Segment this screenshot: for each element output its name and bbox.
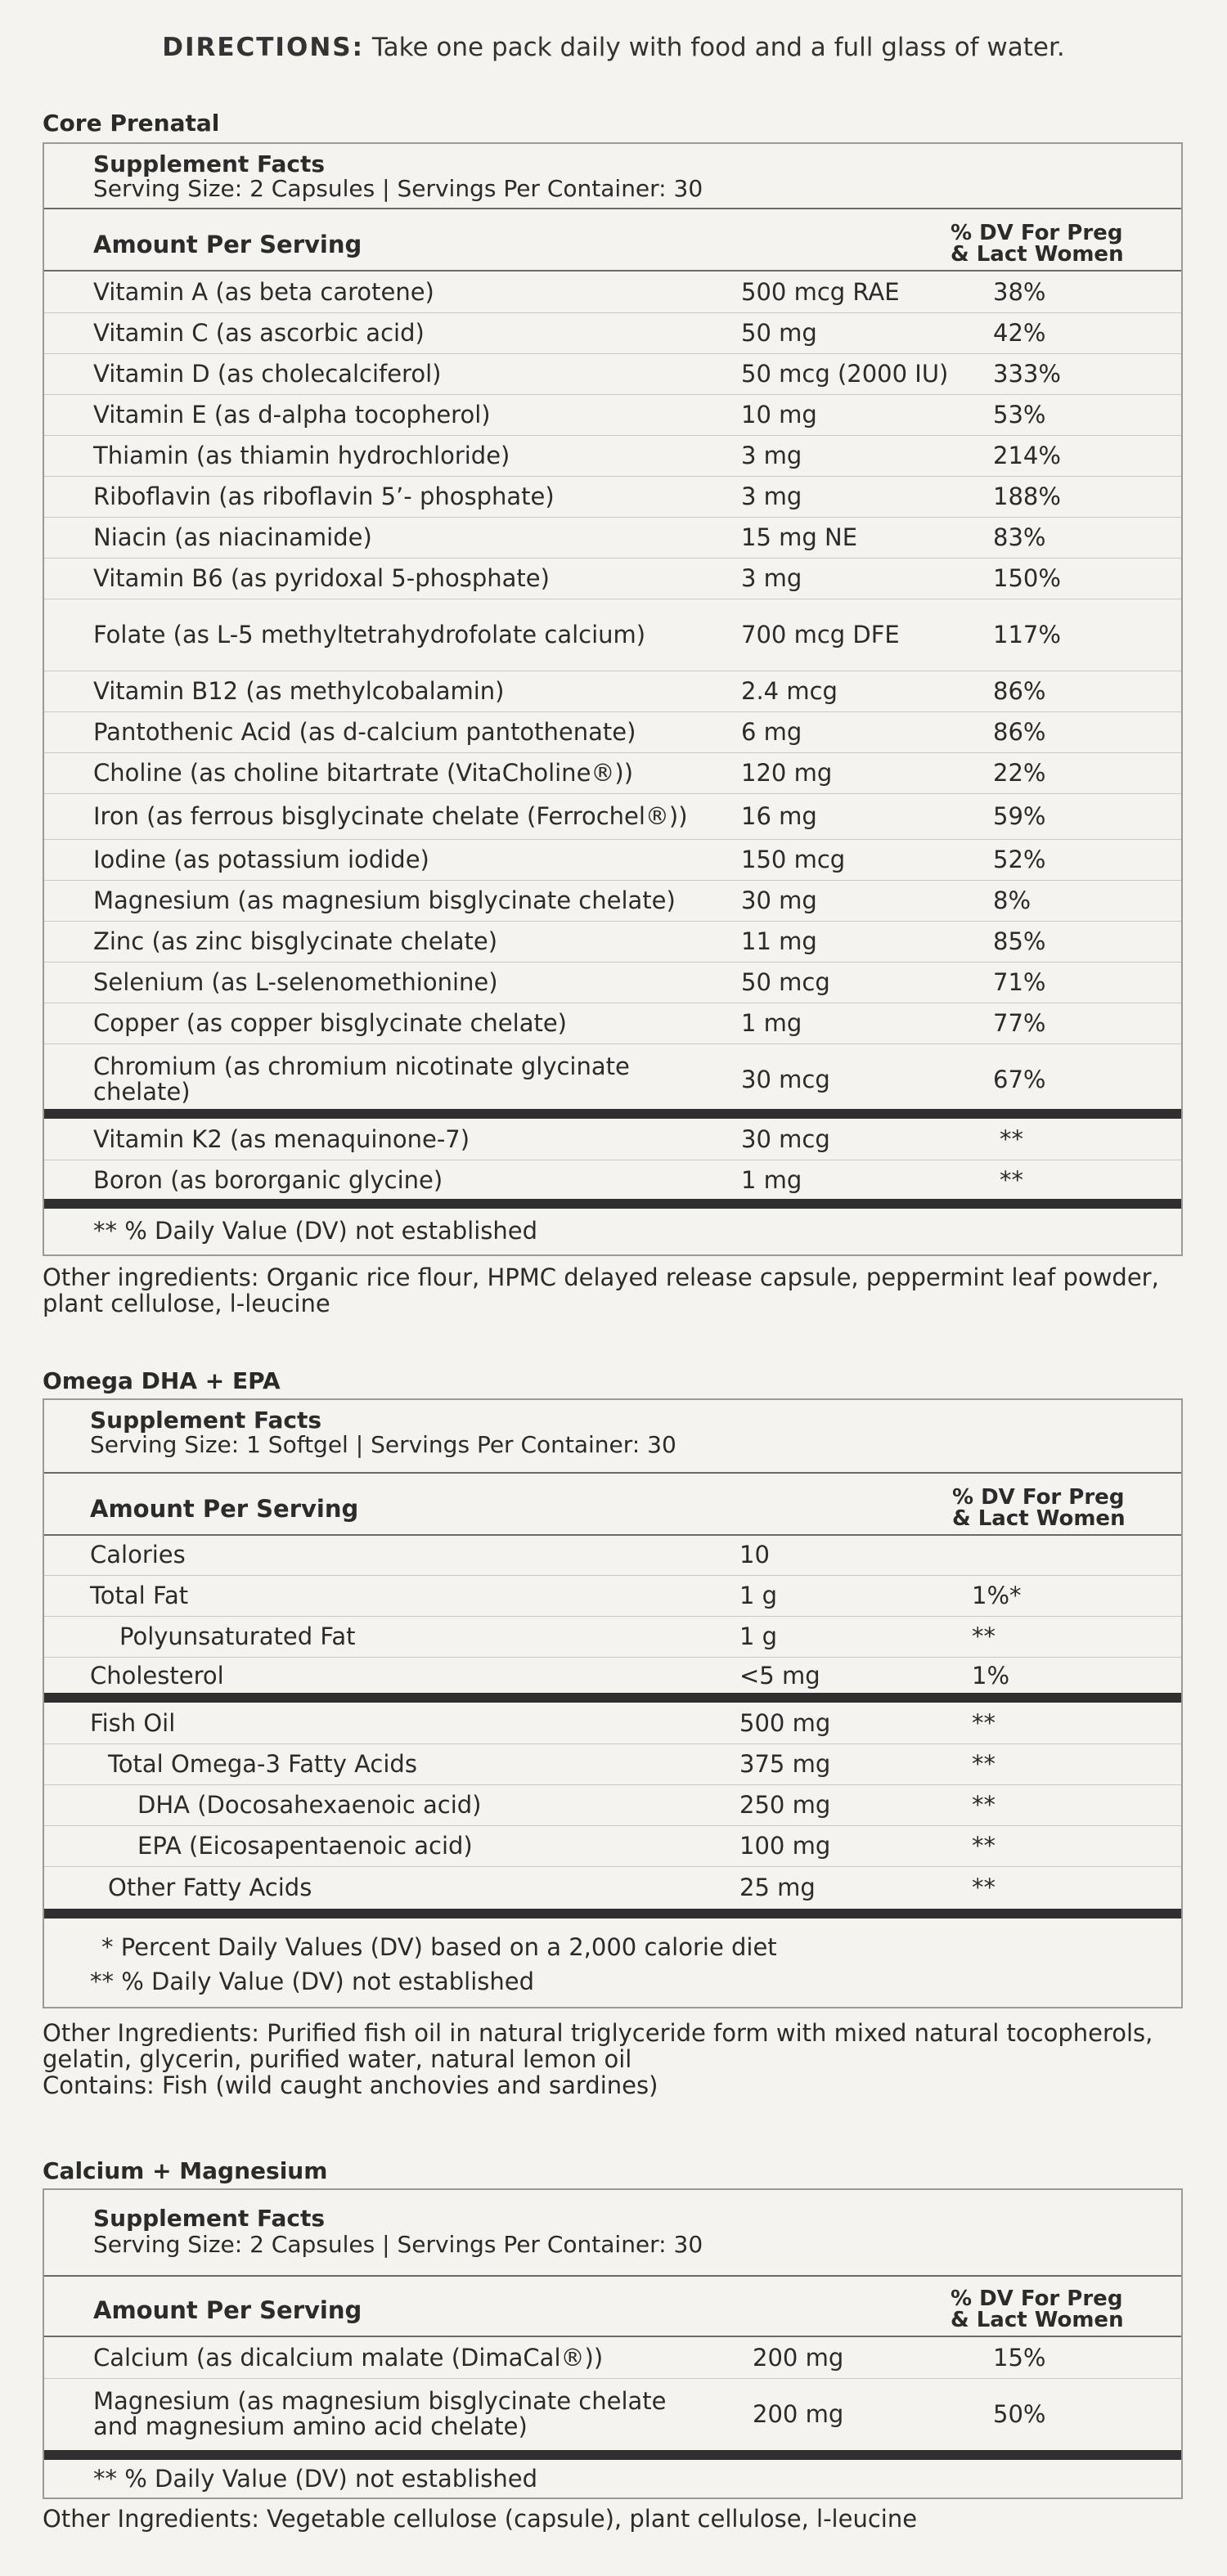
table-row	[44, 476, 1181, 518]
table-row	[44, 1003, 1181, 1044]
nutrient-dv: 150%	[993, 564, 1061, 592]
nutrient-amount: 6 mg	[741, 718, 802, 746]
calmag-facts-panel	[43, 2188, 1183, 2499]
nutrient-amount: 15 mg NE	[741, 523, 858, 551]
nutrient-dv: 59%	[993, 802, 1046, 830]
nutrient-name: Niacin (as niacinamide)	[93, 523, 372, 551]
nutrient-amount: 150 mcg	[741, 846, 846, 873]
nutrient-amount: 200 mg	[753, 2344, 844, 2372]
directions-label: DIRECTIONS:	[162, 33, 364, 62]
allergen-contains: Contains: Fish (wild caught anchovies and sardines)	[43, 2071, 658, 2099]
nutrient-amount: 50 mcg (2000 IU)	[741, 360, 949, 388]
nutrient-dv: 71%	[993, 968, 1046, 996]
nutrient-amount: 10 mg	[741, 401, 817, 429]
omega-facts-panel	[43, 1398, 1183, 2008]
nutrient-name: Folate (as L-5 methyltetrahydrofolate calcium)	[93, 620, 646, 648]
table-row	[44, 839, 1181, 881]
nutrient-dv: 8%	[993, 886, 1031, 914]
nutrient-amount: 500 mcg RAE	[741, 278, 900, 306]
nutrient-amount: 3 mg	[741, 442, 802, 469]
nutrient-dv: 86%	[993, 677, 1046, 705]
nutrient-amount: 3 mg	[741, 482, 802, 510]
section-title-core-prenatal: Core Prenatal	[43, 110, 220, 137]
facts-title: Supplement Facts	[93, 2205, 326, 2232]
nutrient-dv: 67%	[993, 1066, 1046, 1093]
nutrient-dv: 333%	[993, 360, 1061, 388]
nutrient-amount: 375 mg	[739, 1750, 831, 1778]
nutrient-name: EPA (Eicosapentaenoic acid)	[137, 1831, 473, 1860]
thick-divider	[44, 1199, 1181, 1209]
nutrient-name: DHA (Docosahexaenoic acid)	[137, 1790, 482, 1819]
table-row	[44, 272, 1181, 313]
amount-per-serving-header: Amount Per Serving	[93, 231, 362, 258]
table-row	[44, 1703, 1181, 1744]
nutrient-dv: 53%	[993, 401, 1046, 429]
nutrient-amount: 11 mg	[741, 927, 817, 955]
dv-header: % DV For Preg & Lact Women	[951, 221, 1124, 267]
nutrient-dv: 214%	[993, 442, 1061, 469]
table-row	[44, 1119, 1181, 1160]
nutrient-amount: 50 mcg	[741, 968, 830, 996]
section-title-omega: Omega DHA + EPA	[43, 1367, 281, 1394]
nutrient-amount: 2.4 mcg	[741, 677, 838, 705]
table-row	[44, 312, 1181, 354]
nutrient-name: Vitamin A (as beta carotene)	[93, 277, 434, 306]
amount-per-serving-header: Amount Per Serving	[93, 2296, 362, 2324]
table-row	[44, 353, 1181, 395]
table-row	[44, 921, 1181, 963]
nutrient-amount: 16 mg	[741, 802, 817, 830]
nutrient-name: Pantothenic Acid (as d-calcium pantothenate)	[93, 717, 636, 746]
facts-title: Supplement Facts	[90, 1407, 322, 1434]
nutrient-name: Magnesium (as magnesium bisglycinate chelate)	[93, 886, 676, 914]
nutrient-name: Magnesium (as magnesium bisglycinate chelate and magnesium amino acid chelate)	[93, 2387, 667, 2440]
table-row	[44, 517, 1181, 559]
nutrient-name: Iron (as ferrous bisglycinate chelate (Ferrochel®))	[93, 801, 688, 830]
nutrient-name: Copper (as copper bisglycinate chelate)	[93, 1008, 567, 1037]
facts-header	[44, 144, 1181, 209]
serving-info: Serving Size: 2 Capsules | Servings Per Container: 30	[93, 175, 703, 202]
table-row	[44, 1575, 1181, 1617]
nutrient-amount: 1 g	[739, 1622, 778, 1650]
nutrient-dv: 42%	[993, 319, 1046, 347]
table-row	[44, 1744, 1181, 1785]
footnote-calorie: * Percent Daily Values (DV) based on a 2,000 calorie diet	[101, 1933, 777, 1961]
nutrient-name: Other Fatty Acids	[108, 1873, 312, 1901]
nutrient-dv: 117%	[993, 621, 1061, 648]
nutrient-dv: **	[972, 1874, 996, 1901]
other-ingredients: Other ingredients: Organic rice flour, HPMC delayed release capsule, peppermint leaf powder, plant cellulose, l-leucine	[43, 1263, 1159, 1317]
table-row	[44, 1825, 1181, 1867]
nutrient-amount: 500 mg	[739, 1709, 831, 1737]
footnote: ** % Daily Value (DV) not established	[93, 2465, 538, 2493]
table-row	[44, 752, 1181, 794]
table-row	[44, 711, 1181, 753]
nutrient-dv: **	[972, 1750, 996, 1778]
nutrient-name: Boron (as bororganic glycine)	[93, 1165, 443, 1194]
table-row	[44, 1043, 1181, 1115]
nutrient-dv: 22%	[993, 759, 1046, 787]
nutrient-name: Choline (as choline bitartrate (VitaCholine®))	[93, 758, 634, 787]
table-row	[44, 1866, 1181, 1909]
nutrient-dv: 77%	[993, 1009, 1046, 1037]
nutrient-dv: **	[972, 1709, 996, 1737]
nutrient-amount: 200 mg	[753, 2400, 844, 2428]
nutrient-dv: 1%*	[972, 1582, 1022, 1609]
nutrient-amount: 100 mg	[739, 1832, 831, 1860]
nutrient-name: Cholesterol	[90, 1661, 224, 1690]
table-row	[44, 880, 1181, 922]
facts-header	[44, 1400, 1181, 1474]
table-row	[44, 1534, 1181, 1576]
nutrient-name: Vitamin E (as d-alpha tocopherol)	[93, 400, 491, 429]
table-row	[44, 558, 1181, 599]
table-row	[44, 1784, 1181, 1826]
nutrient-amount: 1 mg	[741, 1009, 802, 1037]
dv-header: % DV For Preg & Lact Women	[951, 2287, 1124, 2332]
table-row	[44, 962, 1181, 1003]
table-row	[44, 1657, 1181, 1694]
nutrient-dv: 86%	[993, 718, 1046, 746]
table-row	[44, 671, 1181, 712]
nutrient-amount: 25 mg	[739, 1874, 816, 1901]
nutrient-dv: 188%	[993, 482, 1061, 510]
table-row	[44, 2337, 1181, 2379]
facts-title: Supplement Facts	[93, 150, 326, 177]
nutrient-name: Fish Oil	[90, 1708, 176, 1737]
directions	[0, 33, 1227, 62]
section-title-calcium-magnesium: Calcium + Magnesium	[43, 2157, 328, 2184]
dv-header: % DV For Preg & Lact Women	[952, 1485, 1126, 1531]
nutrient-name: Calcium (as dicalcium malate (DimaCal®))	[93, 2343, 604, 2372]
core-facts-panel	[43, 142, 1183, 1256]
table-row	[44, 435, 1181, 477]
nutrient-name: Vitamin D (as cholecalciferol)	[93, 359, 442, 388]
footnote-dv: ** % Daily Value (DV) not established	[90, 1968, 535, 1995]
nutrient-amount: 1 g	[739, 1582, 778, 1609]
thick-divider	[44, 1109, 1181, 1119]
nutrient-dv: **	[1000, 1125, 1023, 1153]
column-header	[44, 2277, 1181, 2337]
nutrient-dv: 52%	[993, 846, 1046, 873]
nutrient-amount: 1 mg	[741, 1166, 802, 1194]
nutrient-amount: 30 mg	[741, 886, 817, 914]
nutrient-dv: 85%	[993, 927, 1046, 955]
directions-text: Take one pack daily with food and a full glass of water.	[363, 33, 1065, 62]
amount-per-serving-header: Amount Per Serving	[90, 1495, 359, 1523]
table-row	[44, 1616, 1181, 1658]
nutrient-amount: 30 mcg	[741, 1125, 830, 1153]
nutrient-name: Chromium (as chromium nicotinate glycinate chelate)	[93, 1052, 630, 1106]
nutrient-name: Selenium (as L-selenomethionine)	[93, 967, 498, 996]
nutrient-name: Thiamin (as thiamin hydrochloride)	[93, 441, 510, 469]
thick-divider	[44, 1909, 1181, 1919]
nutrient-name: Riboflavin (as riboflavin 5’- phosphate)	[93, 482, 555, 510]
nutrient-dv: 38%	[993, 278, 1046, 306]
nutrient-amount: 700 mcg DFE	[741, 621, 900, 648]
nutrient-amount: 250 mg	[739, 1791, 831, 1819]
table-row	[44, 793, 1181, 840]
column-header	[44, 209, 1181, 272]
column-header	[44, 1474, 1181, 1536]
nutrient-dv: **	[1000, 1166, 1023, 1194]
table-row	[44, 599, 1181, 671]
nutrient-name: Vitamin C (as ascorbic acid)	[93, 318, 425, 347]
nutrient-name: Total Omega-3 Fatty Acids	[108, 1749, 417, 1778]
serving-info: Serving Size: 2 Capsules | Servings Per Container: 30	[93, 2231, 703, 2258]
nutrient-name: Iodine (as potassium iodide)	[93, 845, 429, 873]
nutrient-name: Total Fat	[90, 1581, 189, 1609]
nutrient-amount: 30 mcg	[741, 1066, 830, 1093]
thick-divider	[44, 1693, 1181, 1703]
table-row	[44, 2378, 1181, 2450]
thick-divider	[44, 2450, 1181, 2460]
nutrient-amount: <5 mg	[739, 1662, 820, 1690]
nutrient-dv: 83%	[993, 523, 1046, 551]
other-ingredients: Other Ingredients: Vegetable cellulose (capsule), plant cellulose, l-leucine	[43, 2505, 918, 2533]
nutrient-amount: 50 mg	[741, 319, 817, 347]
nutrient-dv: **	[972, 1791, 996, 1819]
nutrient-dv: 15%	[993, 2344, 1046, 2372]
nutrient-dv: **	[972, 1622, 996, 1650]
nutrient-amount: 120 mg	[741, 759, 833, 787]
facts-header	[44, 2190, 1181, 2277]
nutrient-name: Calories	[90, 1540, 186, 1568]
nutrient-name: Vitamin B12 (as methylcobalamin)	[93, 676, 505, 705]
nutrient-name: Zinc (as zinc bisglycinate chelate)	[93, 927, 498, 955]
nutrient-name: Vitamin K2 (as menaquinone-7)	[93, 1124, 470, 1153]
other-ingredients: Other Ingredients: Purified fish oil in natural triglyceride form with mixed natural tocopherols, gelatin, glycerin, purified water, natural lemon oil Contains: Fish (wild caught anchovies and sardines)	[43, 2020, 1183, 2098]
nutrient-name: Vitamin B6 (as pyridoxal 5-phosphate)	[93, 563, 550, 592]
nutrient-dv: 50%	[993, 2400, 1046, 2428]
nutrient-amount: 3 mg	[741, 564, 802, 592]
footnote: ** % Daily Value (DV) not established	[93, 1217, 538, 1245]
table-row	[44, 394, 1181, 436]
nutrient-amount: 10	[739, 1541, 770, 1568]
nutrient-name: Polyunsaturated Fat	[119, 1622, 356, 1650]
nutrient-dv: 1%	[972, 1662, 1010, 1690]
nutrient-dv: **	[972, 1832, 996, 1860]
serving-info: Serving Size: 1 Softgel | Servings Per Container: 30	[90, 1431, 676, 1458]
table-row	[44, 1160, 1181, 1200]
